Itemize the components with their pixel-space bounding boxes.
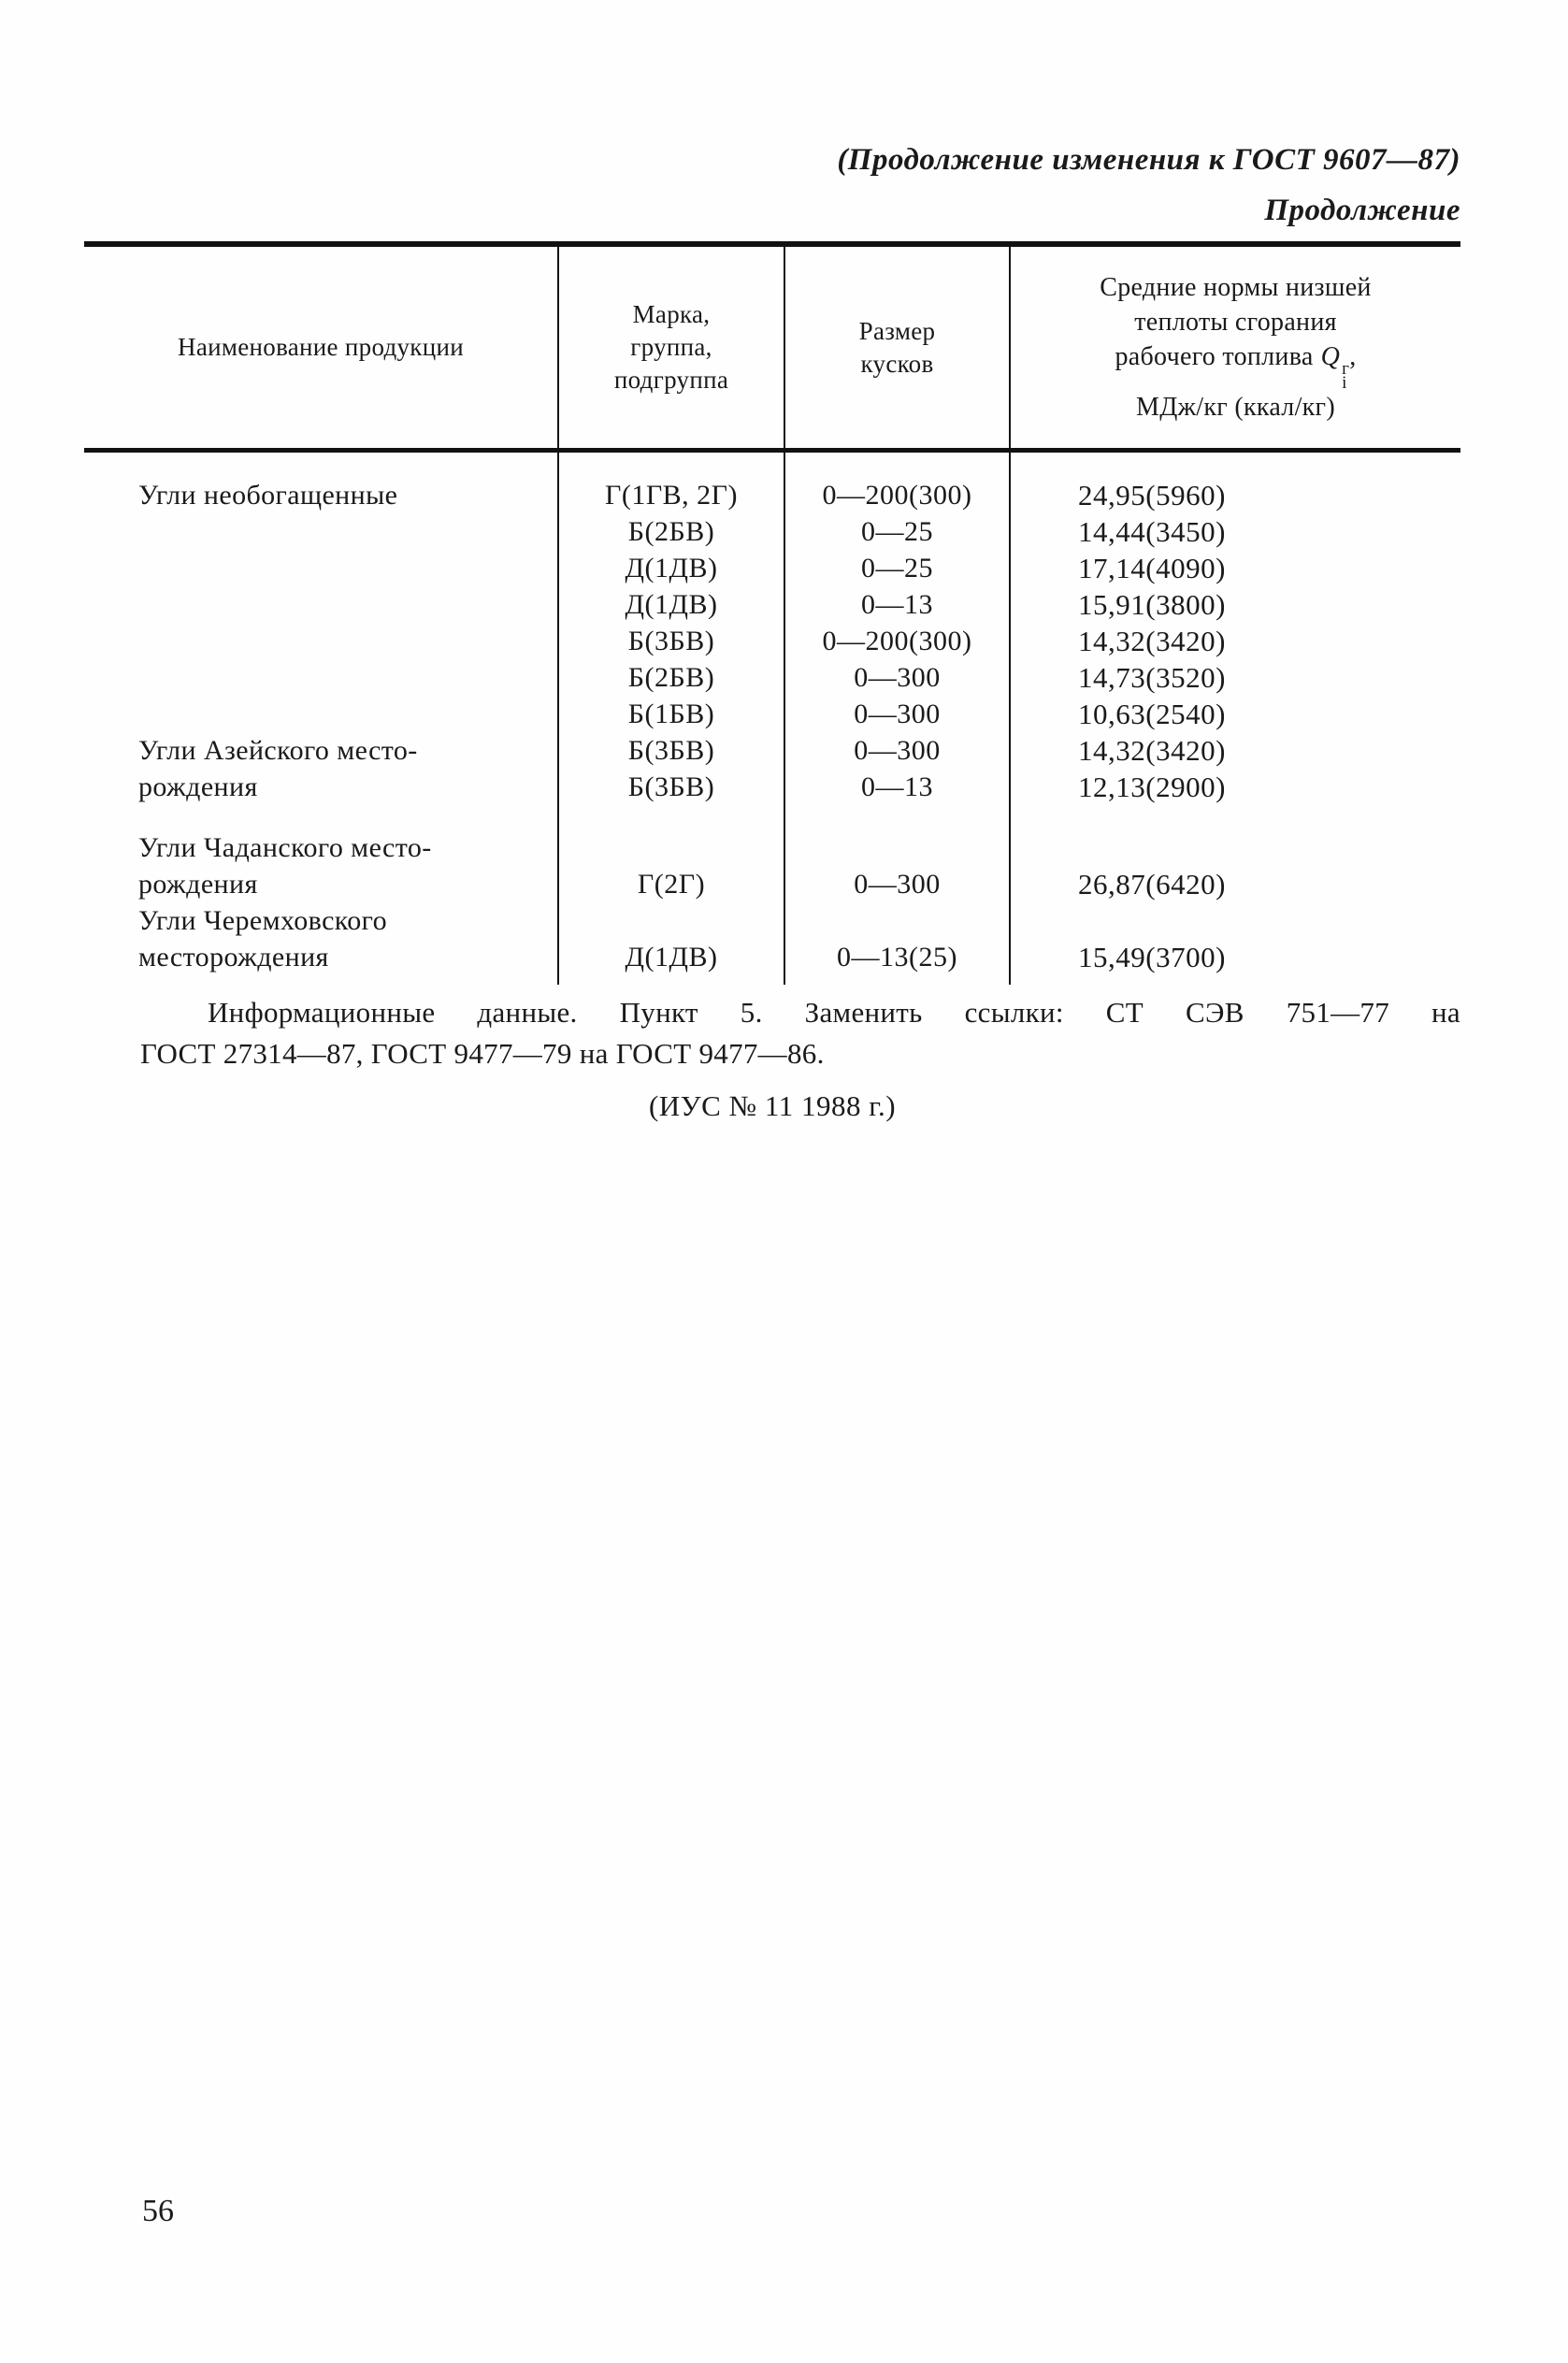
header-product-name — [84, 247, 557, 448]
continuation-label: Продолжение — [1264, 194, 1460, 227]
spacer-cell — [84, 453, 557, 477]
q-symbol: Q — [1320, 342, 1341, 371]
heat-cell — [1009, 829, 1460, 866]
spacer-cell — [84, 975, 557, 985]
product-name-cell: Угли необогащенные — [138, 479, 398, 511]
heat-cell: 10,63(2540) — [1009, 696, 1460, 732]
size-cell: 0—300 — [784, 696, 1009, 732]
spacer-cell — [84, 805, 557, 829]
header-heat-line2: теплоты сгорания — [1134, 308, 1337, 337]
info-line-2: ГОСТ 27314—87, ГОСТ 9477—79 на ГОСТ 9477—86. — [140, 1037, 825, 1070]
ius-issue-note: (ИУС № 11 1988 г.) — [648, 1089, 897, 1122]
size-cell: 0—13 — [784, 586, 1009, 623]
table-row — [84, 623, 1460, 659]
mark-cell: Д(1ДВ) — [557, 586, 784, 623]
mark-cell: Д(1ДВ) — [557, 939, 784, 975]
heat-cell — [1009, 902, 1460, 939]
product-name-cell: Угли Черемховского — [138, 904, 387, 936]
mark-cell: Г(2Г) — [557, 866, 784, 902]
spacer-cell — [784, 975, 1009, 985]
table-row — [84, 769, 1460, 805]
table-row — [84, 586, 1460, 623]
spacer-cell — [557, 453, 784, 477]
product-name-cell — [84, 659, 557, 696]
continuation-note: (Продолжение изменения к ГОСТ 9607—87) — [837, 143, 1460, 177]
table-row — [84, 939, 1460, 975]
table-spacer-row — [84, 975, 1460, 985]
heat-cell: 24,95(5960) — [1009, 477, 1460, 513]
table-row — [84, 732, 1460, 769]
size-cell: 0—25 — [784, 550, 1009, 586]
spacer-cell — [784, 453, 1009, 477]
document-page — [84, 0, 1460, 2363]
spacer-cell — [557, 975, 784, 985]
product-name-cell: Угли Чаданского место- — [138, 831, 432, 863]
info-line-1: Информационные данные. Пункт 5. Заменить ссылки: СТ СЭВ 751—77 на — [208, 996, 1460, 1029]
heat-cell: 14,32(3420) — [1009, 732, 1460, 769]
heat-cell: 15,91(3800) — [1009, 586, 1460, 623]
size-cell: 0—13(25) — [784, 939, 1009, 975]
top-matter — [84, 0, 1460, 230]
table-header-row — [84, 247, 1460, 448]
table-row — [84, 902, 1460, 939]
heat-cell: 14,44(3450) — [1009, 513, 1460, 550]
size-cell: 0—25 — [784, 513, 1009, 550]
size-cell: 0—300 — [784, 866, 1009, 902]
spacer-cell — [1009, 975, 1460, 985]
heat-cell: 14,32(3420) — [1009, 623, 1460, 659]
mark-cell — [557, 829, 784, 866]
table-row — [84, 866, 1460, 902]
q-sup-sub — [1342, 359, 1350, 393]
table-body — [84, 453, 1460, 985]
header-heat-line1: Средние нормы низшей — [1100, 273, 1372, 302]
header-mark-line3: подгруппа — [613, 366, 729, 394]
spacer-cell — [557, 805, 784, 829]
spacer-cell — [1009, 453, 1460, 477]
spacer-cell — [1009, 805, 1460, 829]
heat-cell: 26,87(6420) — [1009, 866, 1460, 902]
q-superscript: г — [1342, 359, 1350, 379]
products-table — [84, 241, 1460, 985]
header-piece-size — [784, 247, 1009, 448]
product-name-cell — [84, 586, 557, 623]
header-mark-group — [557, 247, 784, 448]
informational-data-paragraph — [140, 992, 1460, 1074]
header-product-name-label: Наименование продукции — [178, 333, 464, 361]
heat-cell: 14,73(3520) — [1009, 659, 1460, 696]
mark-cell: Б(2БВ) — [557, 659, 784, 696]
header-size-line2: кусков — [860, 349, 934, 378]
table-row — [84, 696, 1460, 732]
heat-formula-prefix: рабочего топлива — [1115, 342, 1314, 371]
mark-cell: Б(3БВ) — [557, 623, 784, 659]
table-row — [84, 550, 1460, 586]
product-name-cell — [84, 623, 557, 659]
header-heat-units: МДж/кг (ккал/кг) — [1136, 393, 1335, 422]
heat-cell: 12,13(2900) — [1009, 769, 1460, 805]
size-cell — [784, 829, 1009, 866]
mark-cell: Д(1ДВ) — [557, 550, 784, 586]
size-cell: 0—200(300) — [784, 477, 1009, 513]
header-heat-formula — [1115, 339, 1357, 393]
table-row — [84, 659, 1460, 696]
product-name-cell — [84, 550, 557, 586]
size-cell: 0—200(300) — [784, 623, 1009, 659]
q-subscript: i — [1342, 373, 1347, 393]
header-mark-line2: группа, — [630, 333, 712, 361]
header-size-line1: Размер — [858, 316, 936, 345]
table-spacer-row — [84, 453, 1460, 477]
product-name-cell: рождения — [138, 771, 258, 802]
header-heat-norms — [1009, 247, 1460, 448]
table-spacer-row — [84, 805, 1460, 829]
header-mark-line1: Марка, — [632, 300, 711, 328]
table-row — [84, 513, 1460, 550]
mark-cell: Б(3БВ) — [557, 732, 784, 769]
heat-formula-comma: , — [1349, 342, 1357, 371]
size-cell: 0—300 — [784, 659, 1009, 696]
heat-cell: 15,49(3700) — [1009, 939, 1460, 975]
mark-cell: Б(3БВ) — [557, 769, 784, 805]
table-row — [84, 477, 1460, 513]
product-name-cell: месторождения — [138, 941, 329, 973]
heat-cell: 17,14(4090) — [1009, 550, 1460, 586]
product-name-cell: рождения — [138, 868, 258, 900]
size-cell — [784, 902, 1009, 939]
mark-cell: Б(1БВ) — [557, 696, 784, 732]
product-name-cell: Угли Азейского место- — [138, 734, 418, 766]
spacer-cell — [784, 805, 1009, 829]
size-cell: 0—13 — [784, 769, 1009, 805]
mark-cell — [557, 902, 784, 939]
product-name-cell — [84, 696, 557, 732]
product-name-cell — [84, 513, 557, 550]
table-row — [84, 829, 1460, 866]
page-number: 56 — [142, 2194, 174, 2228]
mark-cell: Б(2БВ) — [557, 513, 784, 550]
mark-cell: Г(1ГВ, 2Г) — [557, 477, 784, 513]
size-cell: 0—300 — [784, 732, 1009, 769]
